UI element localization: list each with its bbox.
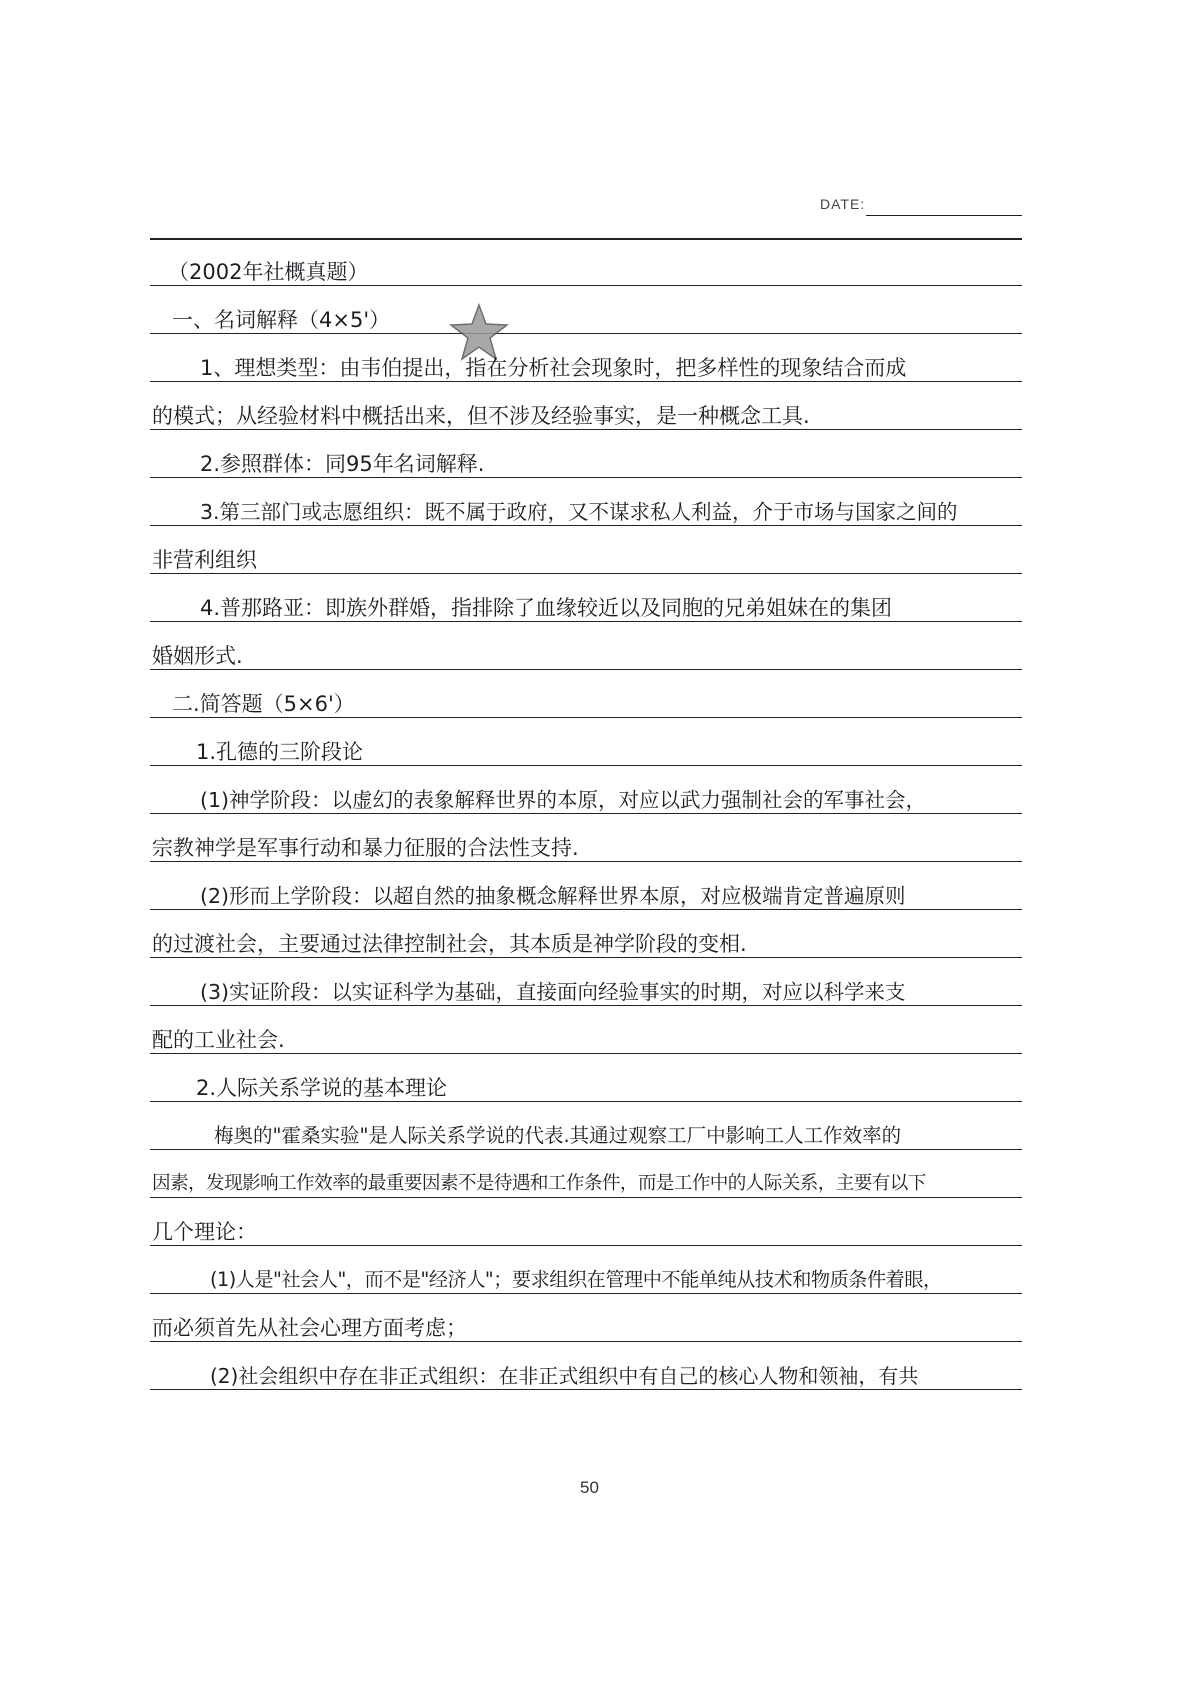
- ruled-line: [150, 717, 1022, 718]
- page-number: 50: [580, 1478, 599, 1497]
- ruled-line: [150, 1005, 1022, 1006]
- question-1-part-2-line-2: 的过渡社会，主要通过法律控制社会，其本质是神学阶段的变相.: [152, 932, 747, 956]
- ruled-line: [150, 429, 1022, 430]
- question-1-part-3-line-1: (3)实证阶段：以实证科学为基础，直接面向经验事实的时期，对应以科学来支: [200, 980, 906, 1004]
- definition-2: 2.参照群体：同95年名词解释.: [200, 452, 485, 476]
- question-1-part-1-line-2: 宗教神学是军事行动和暴力征服的合法性支持.: [152, 836, 579, 860]
- ruled-line: [150, 1245, 1022, 1246]
- ruled-line: [150, 1389, 1022, 1390]
- definition-1-line-1: 1、理想类型：由韦伯提出，指在分析社会现象时，把多样性的现象结合而成: [200, 356, 907, 380]
- ruled-line: [150, 477, 1022, 478]
- ruled-line: [150, 861, 1022, 862]
- ruled-line: [150, 1149, 1022, 1150]
- question-2-point-1-line-1: (1)人是"社会人"，而不是"经济人"；要求组织在管理中不能单纯从技术和物质条件着眼，: [210, 1268, 942, 1291]
- definition-1-line-2: 的模式；从经验材料中概括出来，但不涉及经验事实，是一种概念工具.: [152, 404, 810, 428]
- date-underline: [866, 215, 1022, 216]
- question-1-part-3-line-2: 配的工业社会.: [152, 1028, 285, 1052]
- ruled-line: [150, 573, 1022, 574]
- ruled-line: [150, 765, 1022, 766]
- ruled-line: [150, 333, 1022, 334]
- section-heading-short-answer: 二.简答题（5×6'）: [172, 692, 355, 716]
- ruled-line: [150, 909, 1022, 910]
- ruled-line: [150, 1341, 1022, 1342]
- ruled-line: [150, 381, 1022, 382]
- ruled-line: [150, 525, 1022, 526]
- ruled-line: [150, 669, 1022, 670]
- question-2-intro-line-2: 因素，发现影响工作效率的最重要因素不是待遇和工作条件，而是工作中的人际关系，主要有以下: [152, 1173, 926, 1194]
- exam-title: （2002年社概真题）: [168, 260, 369, 284]
- top-rule: [150, 238, 1022, 240]
- definition-4-line-1: 4.普那路亚：即族外群婚，指排除了血缘较近以及同胞的兄弟姐妹在的集团: [200, 596, 893, 620]
- question-1-part-2-line-1: (2)形而上学阶段：以超自然的抽象概念解释世界本原，对应极端肯定普遍原则: [200, 884, 906, 908]
- question-2-intro-line-3: 几个理论：: [152, 1220, 257, 1244]
- question-2-intro-line-1: 梅奥的"霍桑实验"是人际关系学说的代表.其通过观察工厂中影响工人工作效率的: [214, 1124, 902, 1147]
- question-2-point-2-line-1: (2)社会组织中存在非正式组织：在非正式组织中有自己的核心人物和领袖，有共: [210, 1364, 919, 1388]
- ruled-line: [150, 621, 1022, 622]
- definition-3-line-2: 非营利组织: [152, 548, 257, 572]
- question-1-part-1-line-1: (1)神学阶段：以虚幻的表象解释世界的本原，对应以武力强制社会的军事社会，: [200, 788, 927, 812]
- question-2-point-1-line-2: 而必须首先从社会心理方面考虑；: [152, 1316, 467, 1340]
- ruled-line: [150, 1053, 1022, 1054]
- ruled-line: [150, 1101, 1022, 1102]
- ruled-line: [150, 957, 1022, 958]
- ruled-line: [150, 1293, 1022, 1294]
- ruled-line: [150, 285, 1022, 286]
- ruled-line: [150, 1197, 1022, 1198]
- section-heading-definitions: 一、名词解释（4×5'）: [172, 308, 391, 332]
- definition-3-line-1: 3.第三部门或志愿组织：既不属于政府，又不谋求私人利益，介于市场与国家之间的: [200, 500, 958, 524]
- date-label: DATE:: [820, 196, 866, 212]
- question-1-title: 1.孔德的三阶段论: [196, 740, 364, 764]
- definition-4-line-2: 婚姻形式.: [152, 644, 243, 668]
- ruled-line: [150, 813, 1022, 814]
- question-2-title: 2.人际关系学说的基本理论: [196, 1076, 448, 1100]
